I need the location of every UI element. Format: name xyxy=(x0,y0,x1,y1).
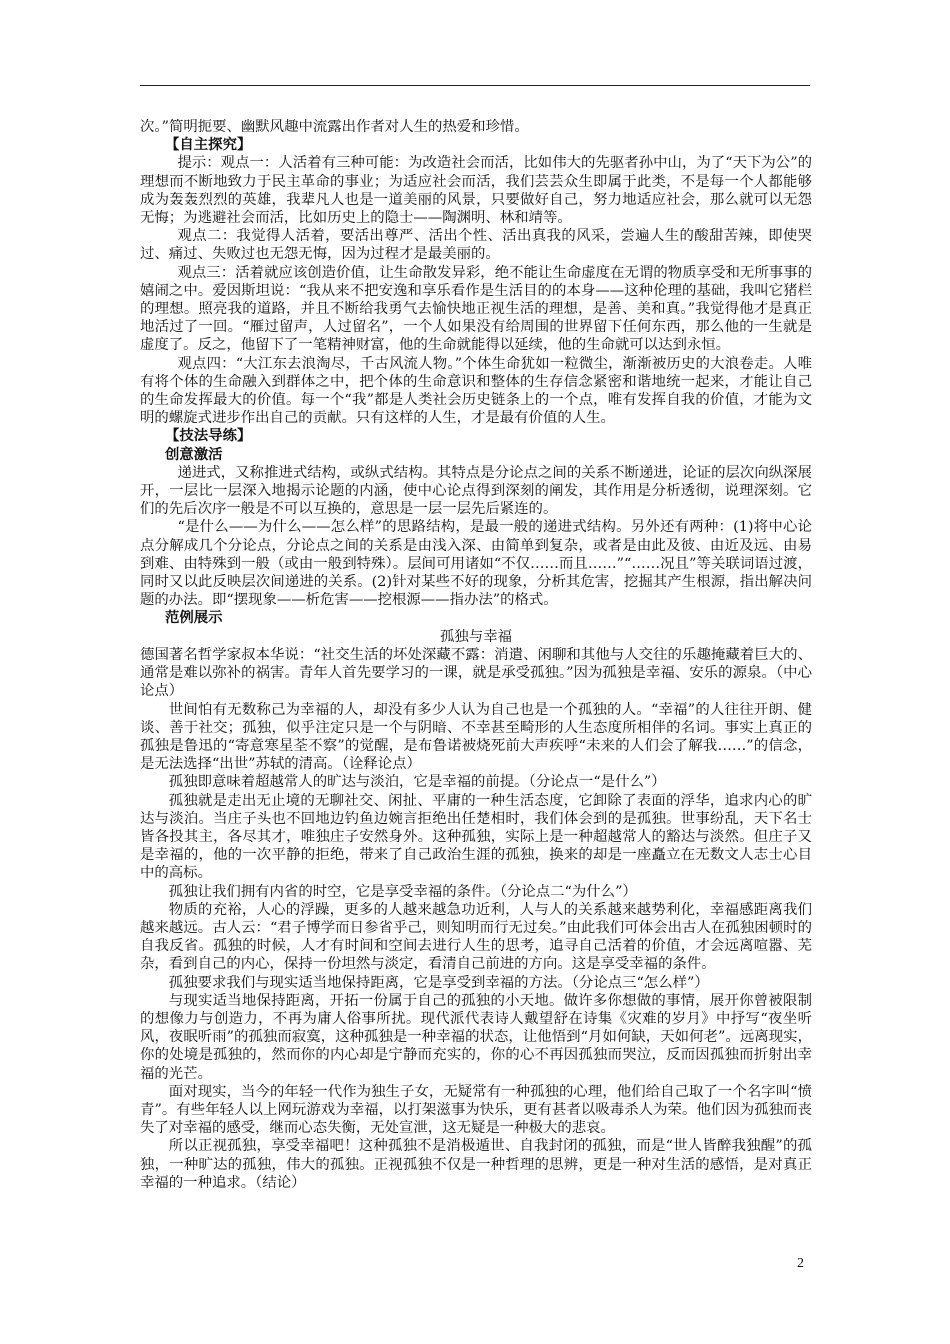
paragraph: 与现实适当地保持距离，开拓一份属于自己的孤独的小天地。做许多你想做的事情，展开你曾被限制的想像力与创造力，不再为庸人俗事所扰。现代派代表诗人戴望舒在诗集《灾难的岁月》中抒写“夜坐听风，夜眠听雨”的孤独而寂寞，这种孤独是一种幸福的状态，让他悟到“月如何缺，天如何老”。远离现实，你的处境是孤独的，然而你的内心却是宁静而充实的，你的心不再因孤独而哭泣，反而因孤独而折射出幸福的光芒。 xyxy=(140,992,812,1082)
paragraph: 递进式，又称推进式结构，或纵式结构。其特点是分论点之间的关系不断递进，论证的层次向纵深展开，一层比一层深入地揭示论题的内涵，使中心论点得到深刻的阐发，其作用是分析透彻，说理深刻。它们的先后次序一般是不可以互换的，意思是一层一层先后紧连的。 xyxy=(140,464,812,518)
paragraph: 次。”简明扼要、幽默风趣中流露出作者对人生的热爱和珍惜。 xyxy=(140,119,529,135)
paragraph: 观点四：“大江东去浪淘尽，千古风流人物。”个体生命犹如一粒微尘，渐渐被历史的大浪卷走。人唯有将个体的生命融入到群体之中，把个体的生命意识和整体的生存信念紧密和谐地统一起来，才能让自己的生命发挥最大的价值。每一个“我”都是人类社会历史链条上的一个点，唯有发挥自我的价值，才能为文明的螺旋式进步作出自己的贡献。只有这样的人生，才是最有价值的人生。 xyxy=(140,355,812,427)
paragraph: 孤独让我们拥有内省的时空，它是享受幸福的条件。（分论点二“为什么”） xyxy=(168,883,637,900)
section-heading: 【自主探究】 xyxy=(165,136,252,154)
paragraph: 物质的充裕，人心的浮躁，更多的人越来越急功近利，人与人的关系越来越势利化，幸福感距离我们越来越远。古人云：“君子博学而日参省乎己，则知明而行无过矣。”由此我们可体会出古人在孤独困顿时的自我反省。孤独的时候，人才有时间和空间去进行人生的思考，追寻自己活着的价值，才会远离喧嚣、芜杂，看到自己的内心，保持一份坦然与淡定，看清自己前进的方向。这是享受幸福的条件。 xyxy=(140,901,812,973)
essay-title: 孤独与幸福 xyxy=(440,628,512,645)
section-heading: 【技法导练】 xyxy=(165,427,252,445)
page-number: 2 xyxy=(797,1256,804,1271)
section-heading: 创意激活 xyxy=(165,445,223,463)
paragraph: 世间怕有无数称己为幸福的人，却没有多少人认为自己也是一个孤独的人。“幸福”的人往往开朗、健谈、善于社交；孤独，似乎注定只是一个与阴暗、不幸甚至畸形的人生态度所相伴的名词。事实上真正的孤独是鲁迅的“寄意寒星荃不察”的觉醒，是布鲁诺被烧死前大声疾呼“未来的人们会了解我……”的信念，是无法选择“出世”苏轼的清高。（诠释论点） xyxy=(140,701,812,773)
header-rule xyxy=(140,85,810,86)
paragraph: 观点三：活着就应该创造价值，让生命散发异彩，绝不能让生命虚度在无谓的物质享受和无所事事的嬉闹之中。爱因斯坦说：“我从来不把安逸和享乐看作是生活目的的本身——这种伦理的基础，我叫它猪栏的理想。照亮我的道路，并且不断给我勇气去愉快地正视生活的理想，是善、美和真。”我觉得他才是真正地活过了一回。“雁过留声，人过留名”，一个人如果没有给周围的世界留下任何东西，那么他的一生就是虚度了。反之，他留下了一笔精神财富，他的生命就能得以延续，他的生命就可以达到永恒。 xyxy=(140,264,812,354)
section-heading: 范例展示 xyxy=(165,609,223,627)
paragraph: 提示：观点一：人活着有三种可能：为改造社会而活，比如伟大的先驱者孙中山，为了“天下为公”的理想而不断地致力于民主革命的事业；为适应社会而活，我们芸芸众生即属于此类，不是每一个人都能够成为轰轰烈烈的英雄，我辈凡人也是一道美丽的风景，只要做好自己，努力地适应社会，那么就可以无怨无悔；为逃避社会而活，比如历史上的隐士——陶渊明、林和靖等。 xyxy=(140,155,812,227)
paragraph: 面对现实，当今的年轻一代作为独生子女，无疑常有一种孤独的心理，他们给自己取了一个名字叫“愤青”。有些年轻人以上网玩游戏为幸福，以打架滋事为快乐，更有甚者以吸毒杀人为荣。他们因为孤独而丧失了对幸福的感受，继而心态失衡，无处宣泄，这无疑是一种极大的悲哀。 xyxy=(140,1083,812,1137)
document-body xyxy=(140,118,812,1192)
paragraph: 德国著名哲学家叔本华说：“社交生活的坏处深藏不露：消遣、闲聊和其他与人交往的乐趣掩藏着巨大的、通常是难以弥补的祸害。青年人首先要学习的一课，就是承受孤独。”因为孤独是幸福、安乐的源泉。（中心论点） xyxy=(140,646,812,700)
paragraph: 观点二：我觉得人活着，要活出尊严、活出个性、活出真我的风采，尝遍人生的酸甜苦辣，即使哭过、痛过、失败过也无怨无悔，因为过程才是最美丽的。 xyxy=(140,228,812,263)
paragraph: 所以正视孤独，享受幸福吧！这种孤独不是消极遁世、自我封闭的孤独，而是“世人皆醉我独醒”的孤独，一种旷达的孤独，伟大的孤独。正视孤独不仅是一种哲理的思辨，更是一种对生活的感悟，是对真正幸福的一种追求。（结论） xyxy=(140,1138,812,1191)
paragraph: 孤独要求我们与现实适当地保持距离，它是享受到幸福的方法。（分论点三“怎么样”） xyxy=(168,974,709,991)
paragraph: “是什么——为什么——怎么样”的思路结构，是最一般的递进式结构。另外还有两种：(1)将中心论点分解成几个分论点，分论点之间的关系是由浅入深、由简单到复杂，或者是由此及彼、由近及远、由易到难、由特殊到一般（或由一般到特殊）。层间可用诸如“不仅……而且……”“……况且”等关联词语过渡，同时又以此反映层次间递进的关系。(2)针对某些不好的现象，分析其危害，挖掘其产生根源，指出解决问题的办法。即“摆现象——析危害——挖根源——指办法”的格式。 xyxy=(140,519,812,609)
paragraph: 孤独就是走出无止境的无聊社交、闲扯、平庸的一种生活态度，它卸除了表面的浮华，追求内心的旷达与淡泊。当庄子头也不回地边钓鱼边婉言拒绝出任楚相时，我们体会到的是孤独。世事纷乱，天下名士皆各投其主，各尽其才，唯独庄子安然身外。这种孤独，实际上是一种超越常人的豁达与淡然。但庄子又是幸福的，他的一次平静的拒绝，带来了自己政治生涯的孤独，换来的却是一座矗立在无数文人志士心目中的高标。 xyxy=(140,792,812,882)
paragraph: 孤独即意味着超越常人的旷达与淡泊，它是幸福的前提。（分论点一“是什么”） xyxy=(168,774,666,791)
